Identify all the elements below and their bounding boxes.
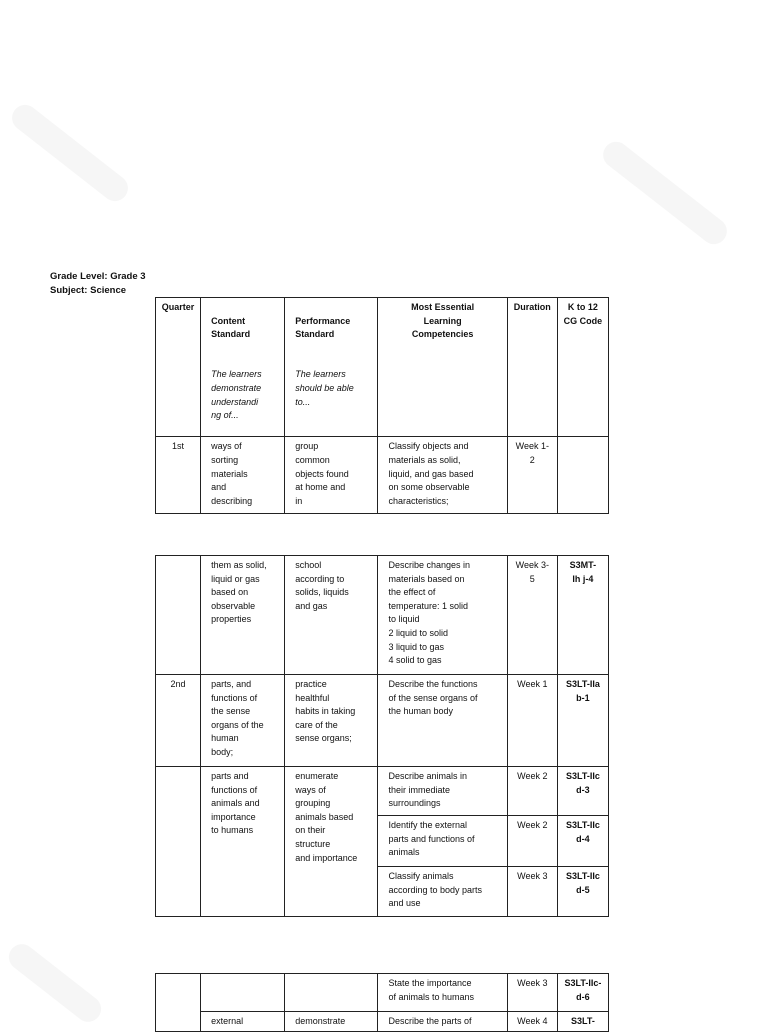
cell-duration: Week 3 [507, 867, 557, 917]
cell-duration: Week 3- 5 [507, 556, 557, 675]
table-header-row [156, 298, 609, 437]
header-content-standard [201, 298, 285, 437]
cell-melc: Describe animals in their immediate surroundings [378, 767, 507, 816]
curriculum-table-part-1 [155, 297, 609, 514]
watermark-stripe [598, 137, 732, 250]
header-melc: Most Essential Learning Competencies [378, 298, 507, 437]
watermark-stripe [4, 939, 107, 1027]
cell-content-standard: parts and functions of animals and importance to humans [201, 767, 285, 917]
table-row [156, 437, 609, 514]
subject-label: Subject: Science [50, 285, 127, 296]
cell-performance-standard: group common objects found at home and in [285, 437, 378, 514]
watermark-stripe [7, 100, 133, 207]
cell-content-standard: parts, and functions of the sense organs of the human body; [201, 675, 285, 767]
cell-melc: Describe the functions of the sense organs of the human body [378, 675, 507, 767]
cell-melc: Describe changes in materials based on the effect of temperature: 1 solid to liquid 2 liquid to solid 3 liquid to gas 4 solid to gas [378, 556, 507, 675]
header-content-standard-note: The learners demonstrate understandi ng of... [211, 369, 262, 421]
cell-melc: Identify the external parts and functions of animals [378, 816, 507, 867]
cell-duration: Week 1 [507, 675, 557, 767]
grade-level-label: Grade Level: Grade 3 [50, 271, 146, 282]
cell-duration: Week 3 [507, 974, 557, 1012]
cell-duration: Week 1- 2 [507, 437, 557, 514]
cell-content-standard: ways of sorting materials and describing [201, 437, 285, 514]
curriculum-table-part-2 [155, 555, 609, 917]
cell-performance-standard: school according to solids, liquids and gas [285, 556, 378, 675]
cell-melc: State the importance of animals to humans [378, 974, 507, 1012]
cell-content-standard: them as solid, liquid or gas based on observable properties [201, 556, 285, 675]
cell-duration: Week 4 [507, 1012, 557, 1032]
cell-performance-standard: enumerate ways of grouping animals based on their structure and importance [285, 767, 378, 917]
header-performance-standard-note: The learners should be able to... [295, 369, 354, 407]
table-row [156, 767, 609, 816]
cell-content-standard: external [201, 1012, 285, 1032]
header-cg-code: K to 12 CG Code [557, 298, 608, 437]
cell-quarter: 1st [156, 437, 201, 514]
cell-quarter: 2nd [156, 675, 201, 767]
header-content-standard-label: Content Standard [211, 315, 251, 340]
header-performance-standard-label: Performance Standard [295, 315, 351, 340]
cell-melc: Classify animals according to body parts and use [378, 867, 507, 917]
cell-cg-code [557, 437, 608, 514]
cell-cg-code: S3LT-IIc d-4 [557, 816, 608, 867]
cell-quarter-empty [156, 974, 201, 1032]
curriculum-table-part-3 [155, 973, 609, 1032]
table-row [156, 556, 609, 675]
header-duration: Duration [507, 298, 557, 437]
cell-cg-code: S3LT-IIc d-5 [557, 867, 608, 917]
cell-cg-code: S3LT-IIc d-3 [557, 767, 608, 816]
table-row [156, 675, 609, 767]
header-quarter: Quarter [156, 298, 201, 437]
table-row [156, 1012, 609, 1032]
cell-performance-standard-empty [285, 974, 378, 1012]
cell-quarter-empty [156, 767, 201, 917]
cell-performance-standard: practice healthful habits in taking care of the sense organs; [285, 675, 378, 767]
cell-duration: Week 2 [507, 767, 557, 816]
cell-cg-code: S3LT-IIa b-1 [557, 675, 608, 767]
table-row [156, 974, 609, 1012]
cell-performance-standard: demonstrate [285, 1012, 378, 1032]
cell-duration: Week 2 [507, 816, 557, 867]
cell-quarter [156, 556, 201, 675]
cell-cg-code: S3LT- [557, 1012, 608, 1032]
cell-melc: Describe the parts of [378, 1012, 507, 1032]
header-performance-standard [285, 298, 378, 437]
document-header [50, 270, 146, 298]
cell-melc: Classify objects and materials as solid, liquid, and gas based on some observable characteristics; [378, 437, 507, 514]
cell-cg-code: S3MT- Ih j-4 [557, 556, 608, 675]
cell-content-standard-empty [201, 974, 285, 1012]
cell-cg-code: S3LT-IIc- d-6 [557, 974, 608, 1012]
